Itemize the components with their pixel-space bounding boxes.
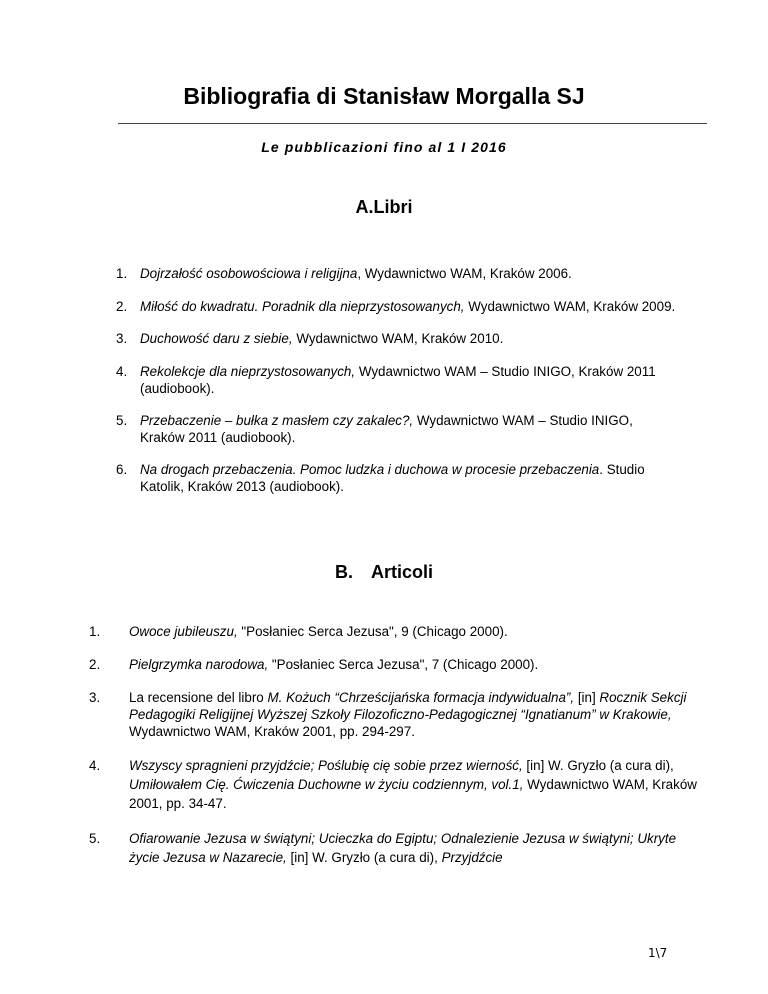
book-publisher: Wydawnictwo WAM – Studio INIGO, Kraków 2011 (audiobook).	[140, 413, 633, 445]
book-item	[116, 265, 676, 282]
book-title: Rekolekcje dla nieprzystosowanych,	[140, 364, 356, 379]
book-item	[116, 461, 676, 495]
book-number: 1.	[116, 266, 128, 281]
article-item	[89, 689, 709, 740]
book-item	[116, 412, 676, 446]
article-title: Ofiarowanie Jezusa w świątyni; Ucieczka do Egiptu; Odnalezienie Jezusa w świątyni; Ukryte życie Jezusa w Nazarecie,	[129, 831, 677, 865]
document-subtitle: Le pubblicazioni fino al 1 I 2016	[261, 139, 507, 155]
article-title: M. Kożuch “Chrześcijańska formacja indywidualna”,	[267, 690, 575, 705]
book-item	[116, 298, 676, 315]
article-source: Wydawnictwo WAM, Kraków 2001, pp. 34-47.	[129, 777, 697, 811]
books-list	[116, 265, 676, 495]
article-prefix: La recensione del libro	[129, 690, 268, 705]
article-number: 3.	[89, 690, 101, 705]
book-publisher: , Wydawnictwo WAM, Kraków 2006.	[357, 266, 572, 281]
article-container-title: Rocznik Sekcji Pedagogiki Religijnej Wyższej Szkoły Filozoficzno-Pedagogicznej “Ignatianum” w Krakowie,	[129, 690, 687, 722]
article-title: Owoce jubileuszu,	[129, 624, 238, 639]
page-number: 1\7	[648, 946, 668, 960]
article-number: 5.	[89, 831, 101, 846]
book-number: 4.	[116, 364, 128, 379]
article-in: [in] W. Gryzło (a cura di),	[286, 850, 442, 865]
section-letter: A.	[355, 197, 374, 217]
article-in: [in] W. Gryzło (a cura di),	[522, 758, 674, 773]
document-title: Bibliografia di Stanisław Morgalla SJ	[183, 83, 585, 109]
article-container-title: Umiłowałem Cię. Ćwiczenia Duchowne w życiu codziennym, vol.1,	[129, 777, 524, 792]
book-title: Duchowość daru z siebie,	[140, 331, 293, 346]
book-title: Dojrzałość osobowościowa i religijna	[140, 266, 358, 281]
book-title: Na drogach przebaczenia. Pomoc ludzka i duchowa w procesie przebaczenia	[140, 462, 600, 477]
book-number: 2.	[116, 299, 128, 314]
book-publisher: Wydawnictwo WAM, Kraków 2010.	[292, 331, 504, 346]
book-number: 6.	[116, 462, 128, 477]
article-number: 1.	[89, 624, 101, 639]
article-item	[89, 756, 709, 813]
article-number: 2.	[89, 657, 101, 672]
section-title: Libri	[373, 197, 413, 217]
section-title: Articoli	[370, 562, 433, 582]
book-title: Przebaczenie – bułka z masłem czy zakalec?,	[140, 413, 414, 428]
article-number: 4.	[89, 758, 101, 773]
article-source: "Posłaniec Serca Jezusa", 9 (Chicago 2000).	[237, 624, 508, 639]
article-item	[89, 656, 709, 673]
article-title: Pielgrzymka narodowa,	[129, 657, 269, 672]
section-heading-articles	[0, 562, 768, 583]
article-title: Wszyscy spragnieni przyjdźcie; Poślubię cię sobie przez wierność,	[129, 758, 523, 773]
book-title: Miłość do kwadratu. Poradnik dla nieprzystosowanych,	[140, 299, 465, 314]
article-item	[89, 829, 709, 867]
section-heading-books	[0, 197, 768, 218]
book-item	[116, 363, 676, 397]
book-number: 3.	[116, 331, 128, 346]
article-item	[89, 623, 709, 640]
book-publisher: Wydawnictwo WAM, Kraków 2009.	[464, 299, 676, 314]
section-letter: B.	[334, 562, 353, 582]
book-publisher: Wydawnictwo WAM – Studio INIGO, Kraków 2011 (audiobook).	[140, 364, 656, 396]
article-source: "Posłaniec Serca Jezusa", 7 (Chicago 2000).	[268, 657, 539, 672]
book-number: 5.	[116, 413, 128, 428]
article-container-title: Przyjdźcie	[441, 850, 503, 865]
book-item	[116, 330, 676, 347]
articles-list	[89, 623, 709, 867]
article-source: Wydawnictwo WAM, Kraków 2001, pp. 294-297.	[129, 724, 415, 739]
book-publisher: . Studio Katolik, Kraków 2013 (audiobook).	[140, 462, 645, 494]
article-in: [in]	[574, 690, 600, 705]
title-divider	[118, 123, 707, 124]
